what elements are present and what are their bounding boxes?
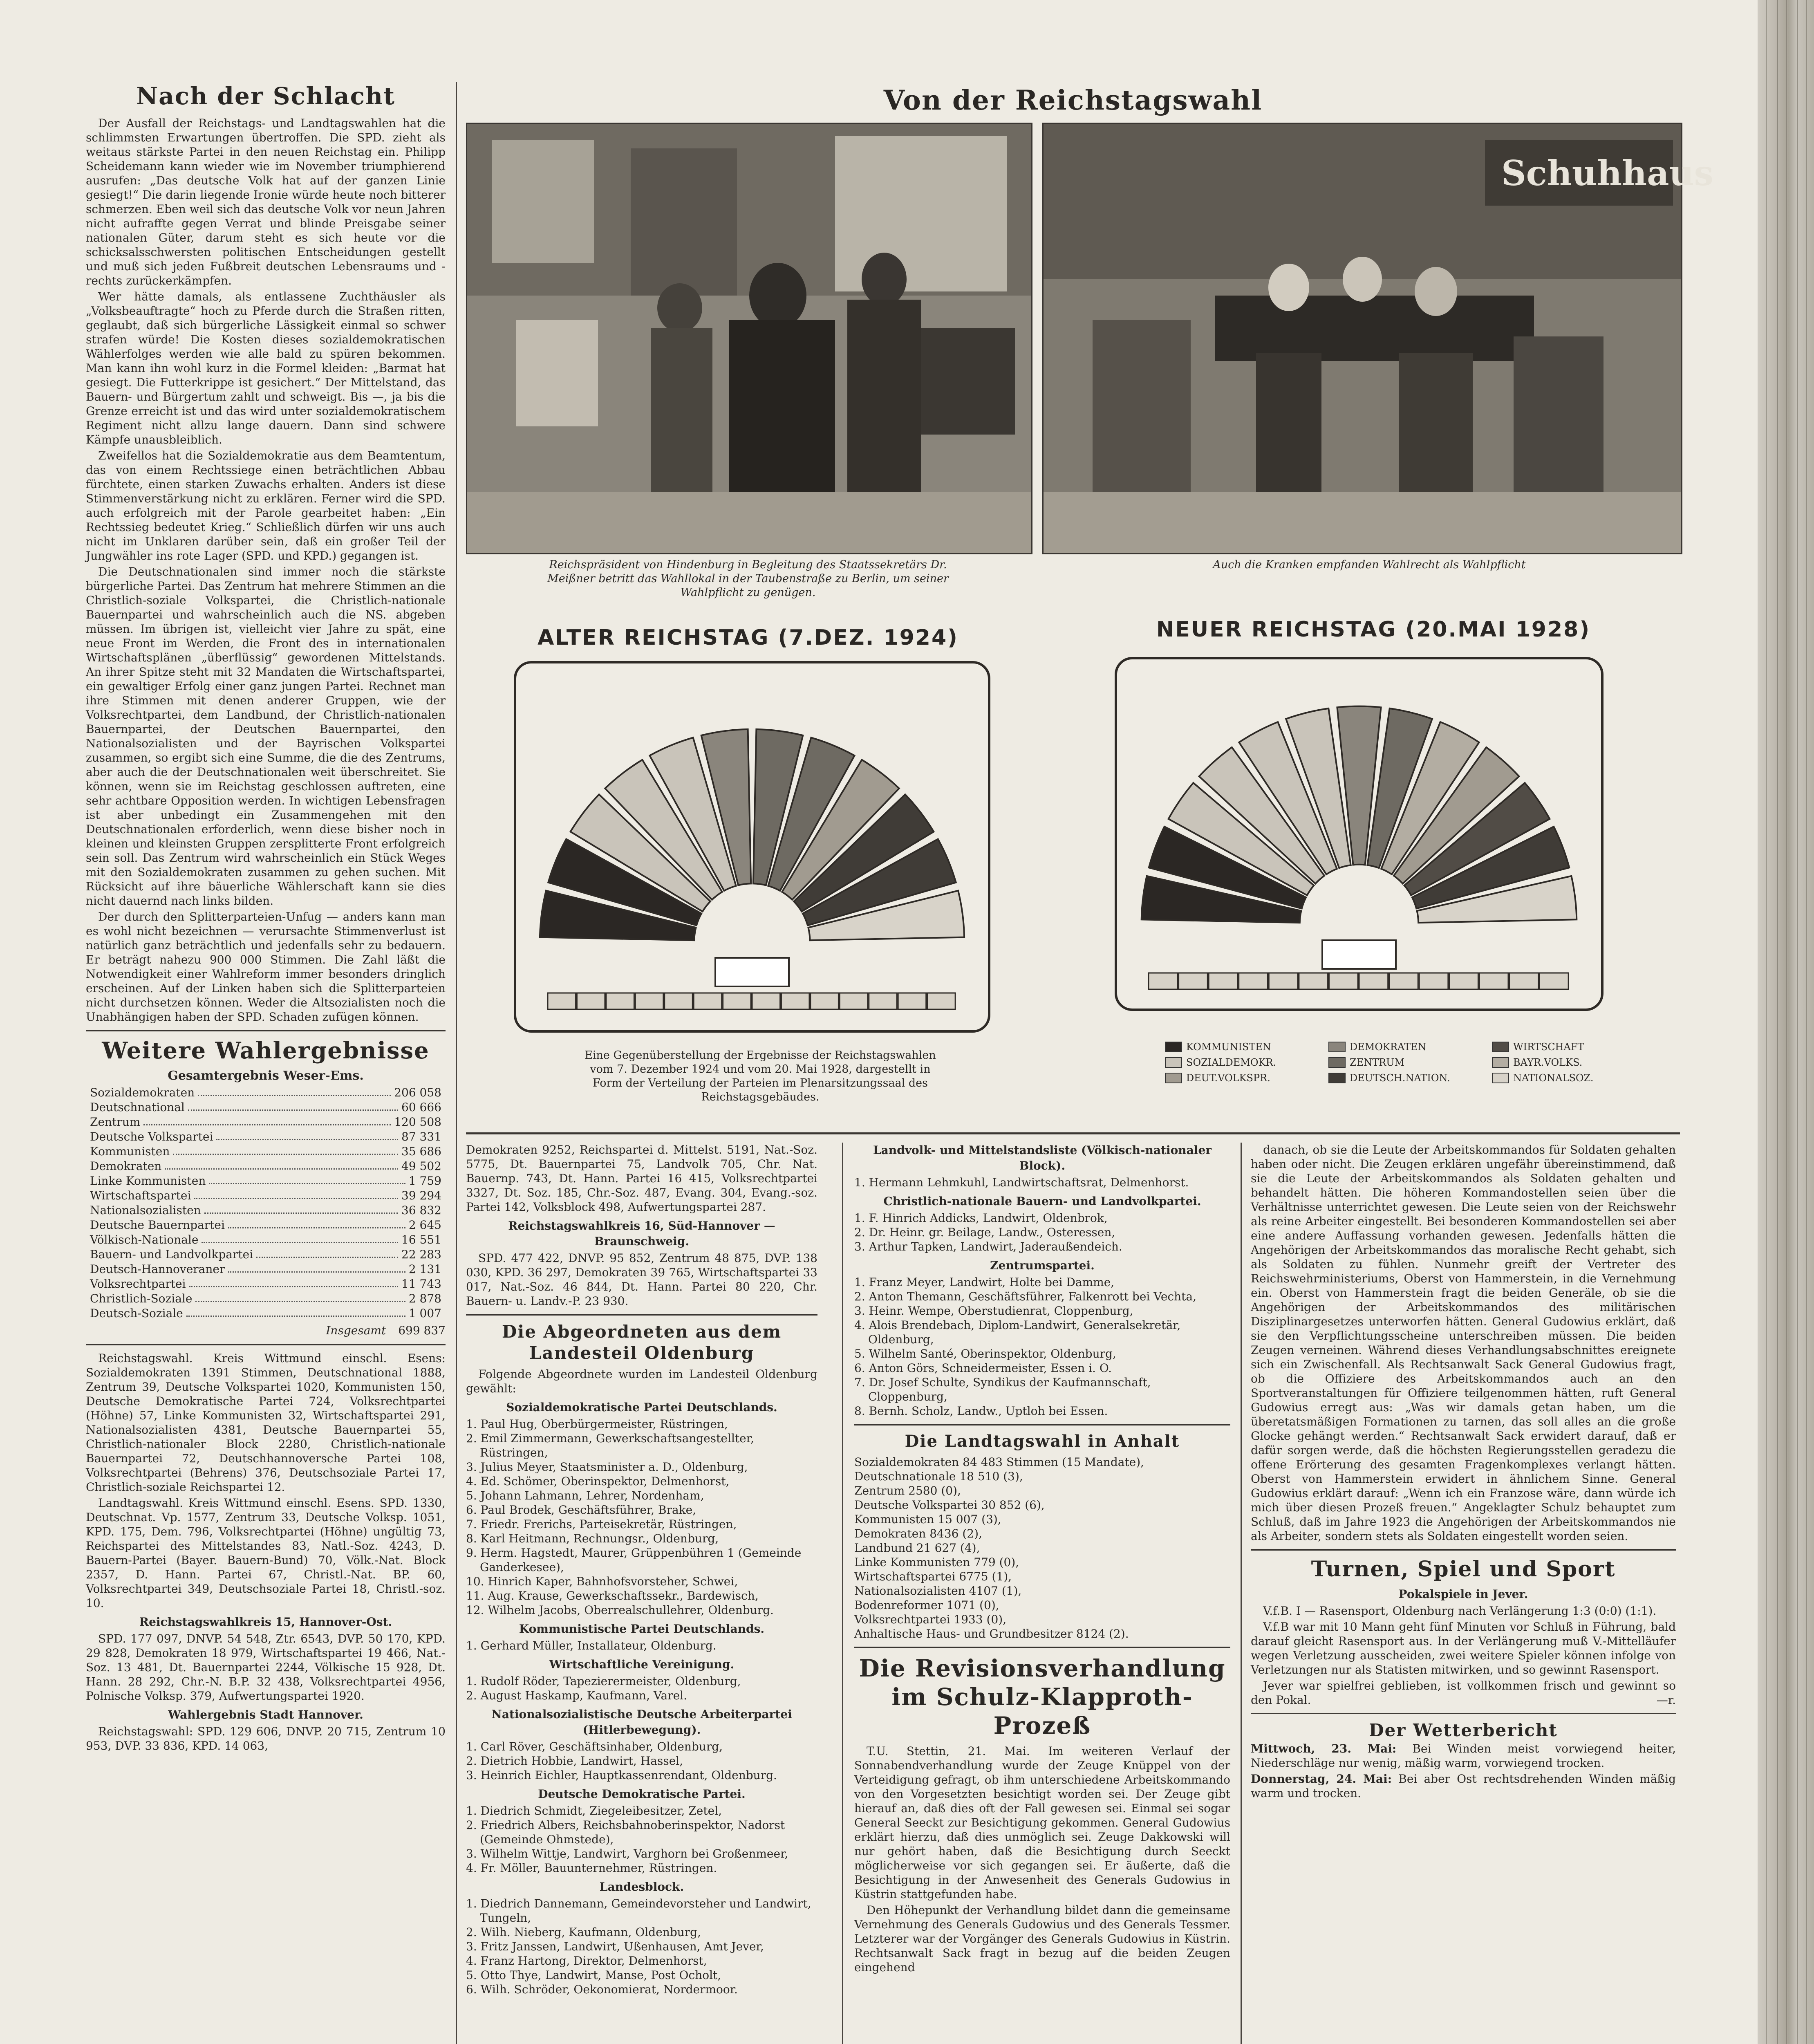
- article-paragraph: Zweifellos hat die Sozialdemokratie aus dem Beamtentum, das von einem Rechtssiege einen beträchtlichen Abbau fürchtete, einen starken Zuwachs erhalten. Anders ist diese Stimmenverstärkung nicht zu erklären. Ferner wird die SPD. auch erfolgreich mit der Parole gearbeitet haben: „Ein Rechtssieg bedeutet Krieg.“ Schließlich dürfen wir uns auch nicht im Unklaren darüber sein, daß ein großer Teil der Jungwähler ins rote Lager (SPD. und KPD.) gegangen ist.: [86, 449, 446, 563]
- vote-count: 1 759: [408, 1174, 441, 1188]
- list-item: 9. Herm. Hagstedt, Maurer, Grüppenbühren 1 (Gemeinde Ganderkesee),: [466, 1546, 802, 1574]
- list-item: 4. Ed. Schömer, Oberinspektor, Delmenhorst,: [466, 1475, 730, 1488]
- bench: [694, 993, 722, 1009]
- party-name: Nationalsozialisten: [90, 1204, 201, 1217]
- legend-item: [1165, 1040, 1320, 1053]
- party-name: Volksrechtpartei: [90, 1277, 186, 1291]
- divider: [1251, 1713, 1676, 1714]
- kpd-title: Kommunistische Partei Deutschlands.: [519, 1622, 765, 1636]
- deputies-title: Die Abgeordneten aus dem Landesteil Oldenburg: [502, 1322, 782, 1363]
- speaker-desk: [1322, 940, 1396, 969]
- leader-dots: [256, 1247, 398, 1258]
- bench: [898, 993, 926, 1009]
- leader-dots: [204, 1203, 398, 1214]
- section-rule: [466, 1132, 1680, 1134]
- bench: [1449, 973, 1478, 989]
- results-row: [90, 1233, 441, 1247]
- article-paragraph: Der durch den Splitterparteien-Unfug — anders kann man es wohl nicht bezeichnen — verursachte Stimmenverlust ist natürlich ganz beträchtlich und jedenfalls sehr zu bedauern. Er beträgt nahezu 900 000 Stimmen. Die Zahl läßt die Notwendigkeit einer Wahlreform immer besonders dringlich erscheinen. Auf der Linken haben sich die Splitterparteien nicht durchsetzen können. Weder die Altsozialisten noch die Unabhängigen haben der SPD. Schaden zufügen können.: [86, 910, 446, 1024]
- results-row: [90, 1144, 441, 1159]
- party-name: Christlich-Soziale: [90, 1292, 193, 1305]
- bench: [1269, 973, 1298, 989]
- bench: [840, 993, 868, 1009]
- bench: [869, 993, 897, 1009]
- results-row: [90, 1188, 441, 1203]
- photo1-caption: Reichspräsident von Hindenburg in Begleitung des Staatssekretärs Dr. Meißner betritt das Wahllokal in der Taubenstraße zu Berlin, um seiner Wahlpflicht zu genügen.: [547, 558, 949, 599]
- results-continued: Demokraten 9252, Reichspartei d. Mittelst. 5191, Nat.-Soz. 5775, Dt. Bauernpartei 75, Landvolk 705, Chr. Nat. Bauernp. 743, Dt. Hann. Partei 16 415, Volksrechtpartei 3327, Dt. Soz. 185, Chr.-Soz. 487, Evang. 304, Evang.-soz. Partei 142, Volksblock 498, Aufwertungspartei 287.: [466, 1143, 817, 1214]
- legend-swatch: [1328, 1057, 1346, 1068]
- list-item: Anhaltische Haus- und Grundbesitzer 8124 (2).: [854, 1627, 1129, 1641]
- vote-count: 60 666: [401, 1100, 441, 1114]
- list-item: 6. Paul Brodek, Geschäftsführer, Brake,: [466, 1503, 696, 1517]
- leader-dots: [194, 1188, 398, 1199]
- bench: [665, 993, 693, 1009]
- bench: [1539, 973, 1568, 989]
- legend-item: [1328, 1071, 1484, 1085]
- bench: [1209, 973, 1238, 989]
- column-rule: [842, 1143, 843, 2044]
- list-item: Nationalsozialisten 4107 (1),: [854, 1584, 1022, 1598]
- vote-count: 2 645: [408, 1218, 441, 1232]
- list-item: 8. Karl Heitmann, Rechnungsr., Oldenburg,: [466, 1532, 719, 1545]
- article-paragraph: Der Ausfall der Reichstags- und Landtagswahlen hat die schlimmsten Erwartungen übertroffen. Die SPD. zieht als weitaus stärkste Partei in den neuen Reichstag ein. Philipp Scheidemann kann wieder wie im November triumphierend ausrufen: „Das deutsche Volk hat auf der ganzen Linie gesiegt!“ Die darin liegende Ironie würde heute noch bitterer schmerzen. Eben weil sich das deutsche Volk vor neun Jahren nicht aufraffte gegen Verrat und blinde Preisgabe seiner nationalen Güter, darum steht es sich heute vor die schicksalsschwersten politischen Entscheidungen gestellt und muß sich jeden Fußbreit deutschen Lebensraums und -rechts zurückerkämpfen.: [86, 117, 446, 287]
- vote-count: 2 878: [408, 1292, 441, 1305]
- weather-day1: Mittwoch, 23. Mai: Bei Winden meist vorwiegend heiter, Niederschläge nur wenig, mäßig warm, vorwiegend trocken.: [1251, 1742, 1676, 1770]
- party-name: Völkisch-Nationale: [90, 1233, 199, 1246]
- hannover-title: Wahlergebnis Stadt Hannover.: [168, 1708, 363, 1721]
- list-item: 2. August Haskamp, Kaufmann, Varel.: [466, 1689, 688, 1702]
- list-item: 2. Emil Zimmermann, Gewerkschaftsangestellter, Rüstringen,: [466, 1432, 754, 1459]
- legend-swatch: [1492, 1057, 1509, 1068]
- sport-text: Jever war spielfrei geblieben, ist vollkommen frisch und gewinnt so den Pokal. —r.: [1251, 1679, 1676, 1707]
- zentrum-list: [854, 1275, 1230, 1418]
- results-row: [90, 1085, 441, 1100]
- sport-text: V.f.B war mit 10 Mann geht fünf Minuten vor Schluß in Führung, bald darauf gleicht Rasensport aus. In der Verlängerung muß V.-Mittelläufer wegen Verletzung ausscheiden, zwei weitere Spieler können infolge von Verletzungen nur als Statisten mitwirken, und so gewinnt Rasensport.: [1251, 1620, 1676, 1676]
- ddp-list: [466, 1804, 817, 1875]
- revision-text: T.U. Stettin, 21. Mai. Im weiteren Verlauf der Sonnabendverhandlung wurde der Zeuge Knüppel von der Verteidigung gefragt, ob ihm unterschiedene Arbeitskommando von den Vorgesetzten besichtigt worden sei. Der Zeuge gibt hierauf an, daß dies oft der Fall gewesen sei. Einmal sei sogar General Seeckt zur Besichtigung gekommen. General Gudowius erklärt hierzu, daß dies unmöglich sei. Zeuge Dakkowski will nur gehört haben, daß die Besichtigung durch Seeckt möglicherweise vor sich gegangen sei. Er äußerte, daß die Besichtigung in der Anwesenheit des Generals Gudowius in Küstrin stattgefunden habe.: [854, 1744, 1230, 1901]
- legend-label: DEMOKRATEN: [1350, 1041, 1427, 1053]
- vote-count: 2 131: [408, 1262, 441, 1276]
- list-item: 1. Paul Hug, Oberbürgermeister, Rüstringen,: [466, 1417, 728, 1431]
- column-3: [854, 1143, 1230, 1976]
- leader-dots: [228, 1218, 405, 1228]
- leader-dots: [143, 1115, 391, 1125]
- chart-new-title: NEUER REICHSTAG (20.MAI 1928): [1156, 617, 1591, 642]
- left-column: [86, 82, 446, 1755]
- list-item: Demokraten 8436 (2),: [854, 1527, 982, 1540]
- legend-item: [1165, 1071, 1320, 1085]
- leader-dots: [198, 1085, 391, 1096]
- party-name: Linke Kommunisten: [90, 1174, 206, 1188]
- spd-list: [466, 1417, 817, 1617]
- landesblock-list: [466, 1896, 817, 1997]
- list-item: 3. Arthur Tapken, Landwirt, Jaderaußendeich.: [854, 1240, 1122, 1253]
- list-item: 2. Friedrich Albers, Reichsbahnoberinspektor, Nadorst (Gemeinde Ohmstede),: [466, 1818, 785, 1846]
- vote-count: 120 508: [394, 1115, 441, 1129]
- vote-count: 87 331: [401, 1130, 441, 1143]
- results-row: [90, 1306, 441, 1321]
- chart-caption: Eine Gegenüberstellung der Ergebnisse der Reichstagswahlen vom 7. Dezember 1924 und vom 20. Mai 1928, dargestellt in Form der Verteilung der Parteien im Plenarsitzungssaal des Reichstagsgebäudes.: [585, 1049, 936, 1103]
- legend-item: [1492, 1040, 1647, 1053]
- list-item: 2. Wilh. Nieberg, Kaufmann, Oldenburg,: [466, 1925, 701, 1939]
- nsdap-title: Nationalsozialistische Deutsche Arbeiterpartei (Hitlerbewegung).: [491, 1708, 792, 1737]
- revision-text: Den Höhepunkt der Verhandlung bildet dann die gemeinsame Vernehmung des Generals Gudowius und des Generals Tessmer. Letzterer war der Vorgänger des Generals Gudowius in Küstrin. Rechtsanwalt Sack fragt in bezug auf die beiden Zeugen eingehend: [854, 1903, 1230, 1974]
- list-item: Landbund 21 627 (4),: [854, 1541, 980, 1555]
- list-item: 7. Friedr. Frerichs, Parteisekretär, Rüstringen,: [466, 1517, 737, 1531]
- photo-image: [1044, 124, 1713, 553]
- party-name: Kommunisten: [90, 1145, 170, 1158]
- bench: [1509, 973, 1539, 989]
- sport-subtitle: Pokalspiele in Jever.: [1398, 1587, 1528, 1601]
- sick-voters-photo: [1042, 123, 1713, 554]
- article-title: Nach der Schlacht: [136, 82, 395, 110]
- party-name: Wirtschaftspartei: [90, 1189, 191, 1202]
- hindenburg-photo: [466, 123, 1032, 554]
- list-item: Sozialdemokraten 84 483 Stimmen (15 Mandate),: [854, 1455, 1144, 1469]
- vote-count: 22 283: [401, 1248, 441, 1261]
- bench: [1329, 973, 1358, 989]
- leader-dots: [228, 1262, 405, 1273]
- party-name: Zentrum: [90, 1115, 141, 1129]
- list-item: 3. Heinr. Wempe, Oberstudienrat, Cloppenburg,: [854, 1304, 1133, 1318]
- results-row: [90, 1203, 441, 1218]
- landtag-wittmund-result: Landtagswahl. Kreis Wittmund einschl. Esens. SPD. 1330, Deutschnat. Vp. 1577, Zentrum 33, Deutsche Volksp. 1051, KPD. 175, Dem. 796, Volksrechtpartei (Höhne) ungültig 73, Reichspartei des Mittelstandes 83, Natl.-Soz. 4243, D. Bauern-Partei (Bayer. Bauern-Bund) 70, Völk.-Nat. Block 2357, D. Hann. Partei 67, Christl.-Nat. BP. 60, Volksrechtpartei 349, Deutschsoziale Partei 18, Christl.-soz. 10.: [86, 1496, 446, 1610]
- list-item: 3. Julius Meyer, Staatsminister a. D., Oldenburg,: [466, 1460, 748, 1474]
- list-item: 1. Rudolf Röder, Tapezierermeister, Oldenburg,: [466, 1674, 741, 1688]
- zentrum-title: Zentrumspartei.: [990, 1259, 1095, 1272]
- ddp-title: Deutsche Demokratische Partei.: [538, 1787, 746, 1801]
- bench: [1359, 973, 1388, 989]
- legend-swatch: [1328, 1073, 1346, 1083]
- list-item: 3. Wilhelm Wittje, Landwirt, Varghorn bei Großenmeer,: [466, 1847, 788, 1860]
- divider: [466, 1314, 817, 1316]
- list-item: 6. Wilh. Schröder, Oekonomierat, Nordermoor.: [466, 1983, 738, 1996]
- shop-sign: Schuhhaus: [1501, 153, 1713, 193]
- list-item: 12. Wilhelm Jacobs, Oberrealschullehrer, Oldenburg.: [466, 1603, 774, 1617]
- results-row: [90, 1247, 441, 1262]
- party-name: Demokraten: [90, 1159, 162, 1173]
- speaker-desk: [715, 958, 789, 986]
- legend-item: [1492, 1056, 1647, 1069]
- vote-count: 49 502: [401, 1159, 441, 1173]
- bench: [548, 993, 576, 1009]
- legend-swatch: [1328, 1042, 1346, 1052]
- list-item: 4. Franz Hartong, Direktor, Delmenhorst,: [466, 1954, 707, 1968]
- deputies-intro: Folgende Abgeordnete wurden im Landesteil Oldenburg gewählt:: [466, 1367, 817, 1395]
- leader-dots: [195, 1291, 405, 1302]
- reichstag-1924-diagram: [511, 658, 993, 1087]
- cnb-list: [854, 1211, 1230, 1254]
- legend-label: BAYR.VOLKS.: [1513, 1057, 1583, 1068]
- list-item: 4. Fr. Möller, Bauunternehmer, Rüstringen.: [466, 1861, 717, 1875]
- list-item: 3. Fritz Janssen, Landwirt, Ußenhausen, Amt Jever,: [466, 1940, 764, 1953]
- party-name: Deutsch-Soziale: [90, 1307, 183, 1320]
- results-total: Insgesamt 699 837: [326, 1324, 446, 1337]
- anhalt-list: [854, 1455, 1230, 1641]
- column-2: [466, 1143, 817, 1997]
- results-row: [90, 1174, 441, 1188]
- landesblock-title: Landesblock.: [599, 1880, 684, 1894]
- vote-count: 39 294: [401, 1189, 441, 1202]
- vote-count: 36 832: [401, 1204, 441, 1217]
- divider: [86, 1344, 446, 1345]
- list-item: 8. Bernh. Scholz, Landw., Uptloh bei Essen.: [854, 1404, 1108, 1418]
- vote-count: 35 686: [401, 1145, 441, 1158]
- article-paragraph: Die Deutschnationalen sind immer noch die stärkste bürgerliche Partei. Das Zentrum hat mehrere Stimmen an die Christlich-soziale Volkspartei, die Christlich-nationale Bauernpartei und wahrscheinlich auch die NS. abgeben müssen. Im übrigen ist, vielleicht vier Jahre zu spät, eine neue Front im Werden, die Front des in internationalen Wirtschaftsplänen „überflüssig“ gewordenen Mittelstands. An ihrer Spitze steht mit 32 Mandaten die Wirtschaftspartei, ein gewaltiger Erfolg einer ganz jungen Partei. Rechnet man ihre Stimmen mit denen anderer Gruppen, wie der Volksrechtpartei, dem Landbund, der Christlich-nationalen Bauernpartei, der Deutschen Bauernpartei, den Nationalsozialisten und der Bayrischen Volkspartei zusammen, so ergibt sich eine Summe, die die des Zentrums, aber auch die der Deutschnationalen weit überschreitet. Sie können, wenn sie im Reichstag geschlossen auftreten, eine sehr achtbare Opposition werden. In wichtigen Lebensfragen ist aber unbedingt ein Zusammengehen mit den Deutschnationalen erforderlich, wenn diese bisher noch in kleinen und kleinsten Gruppen zersplitterte Front erfolgreich sein soll. Das Zentrum wird wahrscheinlich ein Stück Weges mit den Sozialdemokraten zusammen zu gehen suchen. Mit Rücksicht auf ihre bäuerliche Wählerschaft kann sie dies nicht dauernd nach links bilden.: [86, 565, 446, 908]
- list-item: 5. Otto Thye, Landwirt, Manse, Post Ocholt,: [466, 1968, 721, 1982]
- bench: [635, 993, 663, 1009]
- kpd-list: [466, 1638, 817, 1653]
- revision-title: Die Revisionsverhandlung im Schulz-Klapproth-Prozeß: [859, 1654, 1226, 1739]
- divider: [854, 1647, 1230, 1648]
- bench: [1389, 973, 1418, 989]
- list-item: 4. Alois Brendebach, Diplom-Landwirt, Generalsekretär, Oldenburg,: [854, 1318, 1181, 1346]
- legend-label: WIRTSCHAFT: [1513, 1041, 1584, 1053]
- legend-label: DEUT.VOLKSPR.: [1186, 1072, 1270, 1084]
- divider: [854, 1424, 1230, 1425]
- lv-title: Landvolk- und Mittelstandsliste (Völkisch-nationaler Block).: [873, 1143, 1212, 1172]
- list-item: 1. Franz Meyer, Landwirt, Holte bei Damme,: [854, 1275, 1115, 1289]
- leader-dots: [189, 1277, 399, 1287]
- vote-count: 206 058: [394, 1086, 441, 1099]
- leader-dots: [165, 1159, 398, 1170]
- bench: [811, 993, 839, 1009]
- revision-continued: danach, ob sie die Leute der Arbeitskommandos für Soldaten gehalten haben oder nicht. Die Zeugen erklären ungefähr übereinstimmend, daß sie die Leute der Arbeitskommandos als Soldaten gehalten und behandelt hätten. Die höheren Kommandostellen seien über die Verhältnisse unterrichtet gewesen. Die Leute seien von der Reichswehr als reine Arbeiter eingestellt. Bei besonderen Kommandostellen sei aber eine andere Auffassung vorhanden gewesen. Jedenfalls hätten die Angehörigen der Arbeitskommandos das moralische Recht gehabt, sich als Soldaten zu fühlen. Nunmehr greift der Vertreter des Reichswehrministeriums, Oberst von Hammerstein, in die Vernehmung ein. Oberst von Hammerstein fragt die beiden Generäle, ob sie die Angehörigen der Arbeitskommandos des militärischen Disziplinargesetzes unterworfen hätten. General Gudowius erklärt, daß sie den Verpflichtungsscheine unterschreiben müssen. Die beiden Zeugen verneinen. Während dieses Verhandlungsabschnittes ereignete sich ein Zwischenfall. Als Rechtsanwalt Sack General Gudowius fragt, ob die Offiziere des Arbeitskommandos auch an den Sportveranstaltungen für Offiziere teilgenommen hätten, ruft General Gudowius erregt aus: „Was wir damals getan haben, um die überetatsmäßigen Formationen zu tarnen, das soll alles an die große Glocke gehängt werden.“ Rechtsanwalt Sack erwidert darauf, daß er dafür sorgen werde, daß die höchsten Regierungsstellen geradezu die offene Erörterung des gesamten Fragenkomplexes verlangt hätten. Oberst von Hammerstein erwidert in ähnlichem Sinne. General Gudowius erklärt darauf: „Wenn ich ein Franzose wäre, dann würde ich mich über diesen Prozeß freuen.“ Angeklagter Schulz behauptet zum Schluß, daß im Jahre 1923 die Angehörigen der Arbeitskommandos nie als Arbeiter, sondern stets als Soldaten eingestellt worden seien.: [1251, 1143, 1676, 1543]
- list-item: 1. F. Hinrich Addicks, Landwirt, Oldenbrok,: [854, 1211, 1108, 1225]
- list-item: Deutschnationale 18 510 (3),: [854, 1470, 1023, 1483]
- list-item: 2. Dr. Heinr. gr. Beilage, Landw., Osteressen,: [854, 1226, 1115, 1239]
- legend-label: SOZIALDEMOKR.: [1186, 1057, 1277, 1068]
- results-row: [90, 1100, 441, 1115]
- legend-swatch: [1165, 1042, 1182, 1052]
- bench: [1239, 973, 1268, 989]
- legend-label: NATIONALSOZ.: [1513, 1072, 1594, 1084]
- list-item: 3. Heinrich Eichler, Hauptkassenrendant, Oldenburg.: [466, 1768, 777, 1782]
- list-item: 1. Hermann Lehmkuhl, Landwirtschaftsrat, Delmenhorst.: [854, 1176, 1189, 1189]
- anhalt-title: Die Landtagswahl in Anhalt: [905, 1432, 1180, 1451]
- legend-item: [1492, 1071, 1647, 1085]
- article-paragraph: Wer hätte damals, als entlassene Zuchthäusler als „Volksbeauftragte“ hoch zu Pferde durch die Straßen ritten, geglaubt, daß sich bürgerliche Lässigkeit einmal so schwer strafen würde! Die Kosten dieses sozialdemokratischen Wählerfolges werden wie alle bald zu spüren bekommen. Man kann ihn wohl kurz in die Formel kleiden: „Barmat hat gesiegt. Die Futterkrippe ist gesichert.“ Der Mittelstand, das Bauern- und Bürgertum zahlt und schweigt. Bis —, ja bis die Grenze erreicht ist und das wird unter sozialdemokratischem Regiment nicht allzu lange dauern. Dann sind schwere Kämpfe unausbleiblich.: [86, 290, 446, 446]
- list-item: 1. Diedrich Dannemann, Gemeindevorsteher und Landwirt, Tungeln,: [466, 1897, 811, 1925]
- list-item: 2. Anton Themann, Geschäftsführer, Falkenrott bei Vechta,: [854, 1290, 1197, 1303]
- results-row: [90, 1159, 441, 1174]
- reichstag-1928-diagram: [1112, 654, 1606, 1063]
- divider: [86, 1030, 446, 1031]
- results-row: [90, 1277, 441, 1291]
- cnb-title: Christlich-nationale Bauern- und Landvolkpartei.: [883, 1195, 1201, 1208]
- legend-swatch: [1165, 1057, 1182, 1068]
- leader-dots: [186, 1306, 405, 1317]
- list-item: 5. Johann Lahmann, Lehrer, Nordenham,: [466, 1489, 704, 1502]
- photo2-caption: Auch die Kranken empfanden Wahlrecht als Wahlpflicht: [1213, 558, 1526, 571]
- wittmund-result: Reichstagswahl. Kreis Wittmund einschl. Esens: Sozialdemokraten 1391 Stimmen, Deutschnational 1888, Zentrum 39, Deutsche Volkspartei 1020, Kommunisten 150, Deutsche Demokratische Partei 724, Volksrechtpartei (Höhne) 57, Linke Kommunisten 32, Wirtschaftspartei 291, Nationalsozialisten 4381, Deutsche Bauernpartei 55, Christlich-nationaler Block 2280, Christlich-nationale Bauernpartei 72, Deutschhannoversche Partei 108, Volksrechtpartei (Behrens) 376, Deutschsoziale Partei 17, Christlich-soziale Reichspartei 12.: [86, 1351, 446, 1494]
- column-rule: [456, 82, 457, 2044]
- party-name: Deutschnational: [90, 1100, 185, 1114]
- sport-result: V.f.B. I — Rasensport, Oldenburg nach Verlängerung 1:3 (0:0) (1:1).: [1263, 1604, 1657, 1618]
- spd-title: Sozialdemokratische Partei Deutschlands.: [506, 1401, 777, 1414]
- results-row: [90, 1262, 441, 1277]
- results-title: Weitere Wahlergebnisse: [102, 1037, 430, 1064]
- bench: [1299, 973, 1328, 989]
- list-item: Bodenreformer 1071 (0),: [854, 1598, 999, 1612]
- chart-legend: [1165, 1040, 1647, 1085]
- legend-swatch: [1492, 1042, 1509, 1052]
- list-item: 11. Aug. Krause, Gewerkschaftssekr., Bardewisch,: [466, 1589, 759, 1602]
- bench: [1419, 973, 1448, 989]
- wk15-title: Reichstagswahlkreis 15, Hannover-Ost.: [139, 1615, 392, 1629]
- legend-label: DEUTSCH.NATION.: [1350, 1072, 1450, 1084]
- bench: [606, 993, 634, 1009]
- results-subtitle: Gesamtergebnis Weser-Ems.: [168, 1069, 364, 1083]
- list-item: Volksrechtpartei 1933 (0),: [854, 1613, 1007, 1626]
- legend-item: [1165, 1056, 1320, 1069]
- vote-count: 16 551: [401, 1233, 441, 1246]
- leader-dots: [216, 1130, 398, 1140]
- vote-count: 11 743: [401, 1277, 441, 1291]
- sport-title: Turnen, Spiel und Sport: [1311, 1557, 1616, 1582]
- wk16-result: SPD. 477 422, DNVP. 95 852, Zentrum 48 875, DVP. 138 030, KPD. 36 297, Demokraten 39 765, Wirtschaftspartei 33 017, Nat.-Soz. 46 844, Dt. Hann. Partei 80 220, Chr. Bauern- u. Landv.-P. 23 930.: [466, 1251, 817, 1308]
- bench: [927, 993, 956, 1009]
- bench: [1179, 973, 1208, 989]
- column-4: [1251, 1143, 1676, 1802]
- bench: [752, 993, 780, 1009]
- bench: [781, 993, 809, 1009]
- results-row: [90, 1218, 441, 1233]
- party-name: Deutsch-Hannoveraner: [90, 1262, 225, 1276]
- legend-swatch: [1492, 1073, 1509, 1083]
- divider: [1251, 1549, 1676, 1551]
- chart-old-title: ALTER REICHSTAG (7.DEZ. 1924): [537, 625, 959, 650]
- bench: [577, 993, 605, 1009]
- nsdap-list: [466, 1739, 817, 1782]
- legend-swatch: [1165, 1073, 1182, 1083]
- list-item: Kommunisten 15 007 (3),: [854, 1513, 1001, 1526]
- party-name: Bauern- und Landvolkpartei: [90, 1248, 253, 1261]
- wk16-title: Reichstagswahlkreis 16, Süd-Hannover — Braunschweig.: [508, 1219, 775, 1248]
- wv-title: Wirtschaftliche Vereinigung.: [549, 1658, 735, 1671]
- list-item: 1. Carl Röver, Geschäftsinhaber, Oldenburg,: [466, 1740, 723, 1753]
- list-item: 5. Wilhelm Santé, Oberinspektor, Oldenburg,: [854, 1347, 1116, 1360]
- legend-item: [1328, 1040, 1484, 1053]
- legend-item: [1328, 1056, 1484, 1069]
- party-name: Deutsche Bauernpartei: [90, 1218, 225, 1232]
- lv-list: [854, 1175, 1230, 1190]
- party-name: Deutsche Volkspartei: [90, 1130, 213, 1143]
- results-table: [86, 1085, 446, 1321]
- bench: [1479, 973, 1508, 989]
- list-item: 6. Anton Görs, Schneidermeister, Essen i. O.: [854, 1361, 1112, 1375]
- results-row: [90, 1291, 441, 1306]
- book-edge: [1758, 0, 1814, 2044]
- photo-image: [467, 124, 1031, 553]
- bench: [1149, 973, 1178, 989]
- list-item: Deutsche Volkspartei 30 852 (6),: [854, 1498, 1045, 1512]
- wv-list: [466, 1674, 817, 1703]
- wk15-result: SPD. 177 097, DNVP. 54 548, Ztr. 6543, DVP. 50 170, KPD. 29 828, Demokraten 18 979, Wirtschaftspartei 19 466, Nat.-Soz. 13 481, Dt. Bauernpartei 2244, Völkische 15 928, Dt. Hann. 28 292, Chr.-N. B.P. 32 438, Volksrechtpartei 4956, Polnische Volksp. 379, Aufwertungspartei 1920.: [86, 1632, 446, 1703]
- list-item: Wirtschaftspartei 6775 (1),: [854, 1570, 1012, 1583]
- vote-count: 1 007: [408, 1307, 441, 1320]
- hannover-result: Reichstagswahl: SPD. 129 606, DNVP. 20 715, Zentrum 10 953, DVP. 33 836, KPD. 14 063,: [86, 1725, 446, 1753]
- leader-dots: [209, 1174, 405, 1184]
- bench: [723, 993, 751, 1009]
- list-item: 10. Hinrich Kaper, Bahnhofsvorsteher, Schwei,: [466, 1575, 738, 1588]
- list-item: Zentrum 2580 (0),: [854, 1484, 961, 1497]
- results-row: [90, 1130, 441, 1144]
- column-rule: [1241, 1143, 1242, 2044]
- results-row: [90, 1115, 441, 1130]
- legend-label: KOMMUNISTEN: [1186, 1041, 1271, 1053]
- party-name: Sozialdemokraten: [90, 1086, 195, 1099]
- leader-dots: [173, 1144, 398, 1155]
- list-item: 7. Dr. Josef Schulte, Syndikus der Kaufmannschaft, Cloppenburg,: [854, 1376, 1151, 1403]
- leader-dots: [202, 1233, 398, 1243]
- list-item: 1. Gerhard Müller, Installateur, Oldenburg.: [466, 1639, 717, 1652]
- legend-label: ZENTRUM: [1350, 1057, 1405, 1068]
- list-item: 1. Diedrich Schmidt, Ziegeleibesitzer, Zetel,: [466, 1804, 722, 1818]
- list-item: Linke Kommunisten 779 (0),: [854, 1555, 1019, 1569]
- section-title: Von der Reichstagswahl: [883, 84, 1263, 116]
- list-item: 2. Dietrich Hobbie, Landwirt, Hassel,: [466, 1754, 683, 1768]
- weather-title: Der Wetterbericht: [1369, 1720, 1558, 1740]
- weather-day2: Donnerstag, 24. Mai: Bei aber Ost rechtsdrehenden Winden mäßig warm und trocken.: [1251, 1772, 1676, 1800]
- leader-dots: [188, 1100, 398, 1111]
